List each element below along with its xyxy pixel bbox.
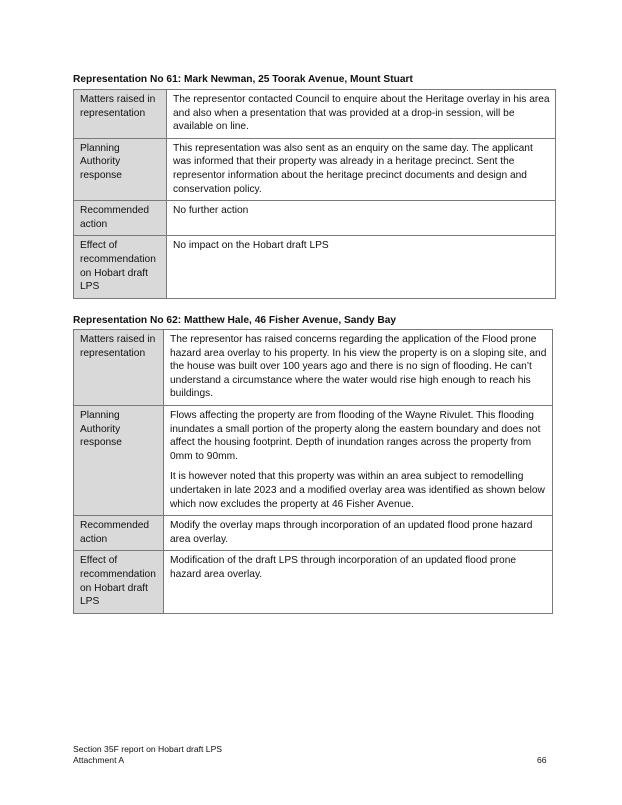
row-label-planning-authority-response: Planning Authority response [74, 138, 167, 200]
table-row [74, 90, 556, 139]
row-label-matters-raised: Matters raised in representation [74, 330, 164, 406]
table-row [74, 330, 553, 406]
row-content-matters-raised: The representor contacted Council to enquire about the Heritage overlay in his area and also when a presentation that was provided at a drop-in session, will be available on line. [167, 90, 556, 139]
footer-report-title: Section 35F report on Hobart draft LPS [73, 744, 223, 754]
row-content-planning-authority-response: This representation was also sent as an enquiry on the same day. The applicant was informed that their property was already in a heritage precinct. Sent the representor information about the heritage precinct documents and design and conservation policy. [167, 138, 556, 200]
row-label-planning-authority-response: Planning Authority response [74, 405, 164, 515]
row-label-recommended-action: Recommended action [74, 516, 164, 551]
representation-62-heading: Representation No 62: Matthew Hale, 46 Fisher Avenue, Sandy Bay [73, 315, 397, 326]
row-label-effect-of-recommendation: Effect of recommendation on Hobart draft LPS [74, 551, 164, 613]
row-content-recommended-action: No further action [167, 201, 556, 236]
table-row [74, 138, 556, 200]
row-content-effect-of-recommendation: Modification of the draft LPS through incorporation of an updated flood prone hazard area overlay. [164, 551, 553, 613]
row-content-planning-authority-response: Flows affecting the property are from flooding of the Wayne Rivulet. This flooding inundates a small portion of the property along the eastern boundary and does not affect the housing footprint. Depth of inundation ranges across the property from 0mm to 90mm. It is however noted that this property was within an area subject to remodelling undertaken in late 2023 and a modified overlay area was identified as shown below which now excludes the property at 46 Fisher Avenue. [164, 405, 553, 515]
row-content-matters-raised: The representor has raised concerns regarding the application of the Flood prone hazard area overlay to his property. In his view the property is on a sloping site, and the house was built over 100 years ago and there is no sign of flooding. He can’t understand a circumstance where the water would rise high enough to reach his buildings. [164, 330, 553, 406]
representation-61-table [73, 89, 556, 299]
table-row [74, 201, 556, 236]
representation-62-table [73, 329, 553, 614]
table-row [74, 405, 553, 515]
footer-attachment: Attachment A [73, 755, 125, 765]
row-label-recommended-action: Recommended action [74, 201, 167, 236]
row-content-effect-of-recommendation: No impact on the Hobart draft LPS [167, 236, 556, 298]
page-number: 66 [537, 755, 547, 765]
row-label-matters-raised: Matters raised in representation [74, 90, 167, 139]
row-content-recommended-action: Modify the overlay maps through incorporation of an updated flood prone hazard area overlay. [164, 516, 553, 551]
page-footer [73, 744, 222, 766]
table-row [74, 551, 553, 613]
row-label-effect-of-recommendation: Effect of recommendation on Hobart draft LPS [74, 236, 167, 298]
representation-61-heading: Representation No 61: Mark Newman, 25 Toorak Avenue, Mount Stuart [73, 74, 413, 85]
table-row [74, 236, 556, 298]
table-row [74, 516, 553, 551]
